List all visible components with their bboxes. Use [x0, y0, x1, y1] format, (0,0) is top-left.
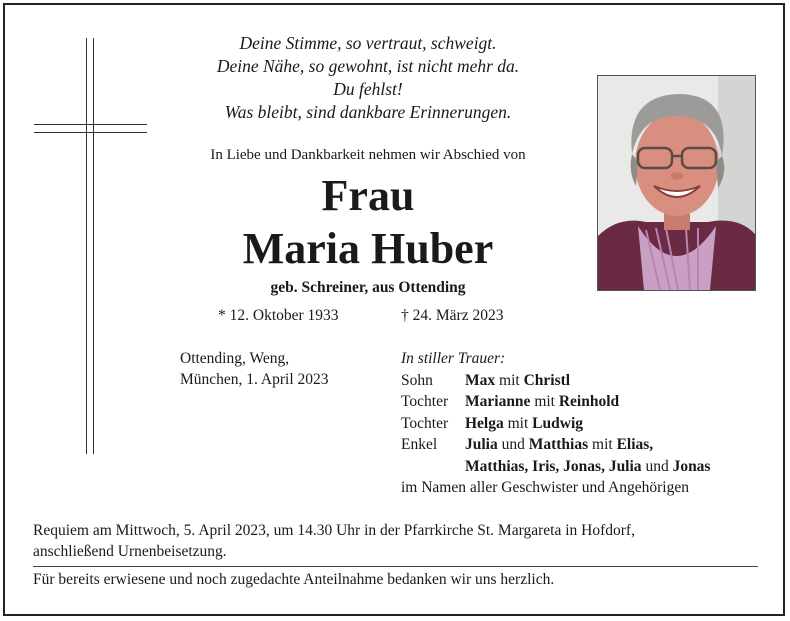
poem [150, 32, 586, 124]
mourner-names [465, 434, 653, 456]
star-symbol: * [218, 307, 226, 324]
mourner-row [401, 391, 710, 413]
connector-text: mit [530, 393, 559, 410]
dagger-symbol: † [401, 307, 409, 324]
connector-text: mit [588, 436, 617, 453]
mourner-names [465, 413, 583, 435]
portrait-photo [597, 75, 756, 291]
mourner-names [465, 370, 570, 392]
place-line: Ottending, Weng, [180, 350, 290, 367]
requiem-line: anschließend Urnenbeisetzung. [33, 543, 227, 560]
salutation: Frau [321, 171, 415, 220]
deceased-name: Maria Huber [242, 224, 494, 273]
requiem-info [33, 520, 758, 562]
mourner-name: Ludwig [532, 414, 584, 432]
cross-vertical-beam [86, 38, 94, 454]
relation-label [401, 456, 465, 478]
mourner-names [465, 456, 710, 478]
mourner-name: Max [465, 371, 496, 389]
death-date [401, 307, 503, 325]
portrait-illustration [598, 76, 755, 290]
birth-date-text: 12. Oktober 1933 [229, 307, 339, 324]
mourner-row [401, 370, 710, 392]
poem-line: Was bleibt, sind dankbare Erinnerungen. [224, 102, 512, 122]
relation-label: Tochter [401, 414, 449, 432]
poem-line: Du fehlst! [333, 79, 403, 99]
mourner-name: Julia [465, 436, 498, 453]
mourners-block [401, 348, 710, 499]
mourner-list [401, 370, 710, 478]
poem-line: Deine Stimme, so vertraut, schweigt. [239, 33, 497, 53]
mourner-name: Reinhold [558, 393, 620, 410]
divider [33, 566, 758, 567]
cross-horizontal-beam [34, 124, 147, 133]
date-line: München, 1. April 2023 [180, 371, 329, 388]
relation-label: Enkel [401, 436, 438, 453]
birth-date [218, 307, 339, 325]
mourner-names [465, 391, 619, 413]
place-and-date [180, 348, 329, 390]
death-date-text: 24. März 2023 [412, 307, 504, 324]
mourner-name: Christl [523, 371, 571, 389]
mourner-name: Elias, [616, 436, 654, 453]
connector-text: und [497, 436, 529, 453]
mourner-row [401, 456, 710, 478]
mourner-row [401, 434, 710, 456]
mourner-name: Helga [465, 414, 504, 432]
connector-text: und [641, 457, 673, 475]
connector-text: mit [495, 371, 524, 389]
poem-line: Deine Nähe, so gewohnt, ist nicht mehr da. [216, 56, 520, 76]
relation-label: Tochter [401, 393, 449, 410]
mourner-name: Marianne [465, 393, 531, 410]
relation-label: Sohn [401, 371, 433, 389]
mourners-closing: im Namen aller Geschwister und Angehörigen [401, 479, 689, 496]
birth-name: geb. Schreiner, aus Ottending [270, 279, 466, 296]
mourners-heading: In stiller Trauer: [401, 350, 506, 367]
connector-text: mit [503, 414, 533, 432]
thanks-text: Für bereits erwiesene und noch zugedachte Anteilnahme bedanken wir uns herzlich. [33, 571, 555, 588]
mourner-name: Jonas [672, 457, 711, 475]
mourner-name: Matthias, Iris, Jonas, Julia [465, 457, 642, 475]
mourner-row [401, 413, 710, 435]
requiem-line: Requiem am Mittwoch, 5. April 2023, um 14.30 Uhr in der Pfarrkirche St. Margareta in Hofdorf, [33, 522, 635, 539]
intro-text: In Liebe und Dankbarkeit nehmen wir Abschied von [210, 147, 526, 163]
mourner-name: Matthias [528, 436, 589, 453]
